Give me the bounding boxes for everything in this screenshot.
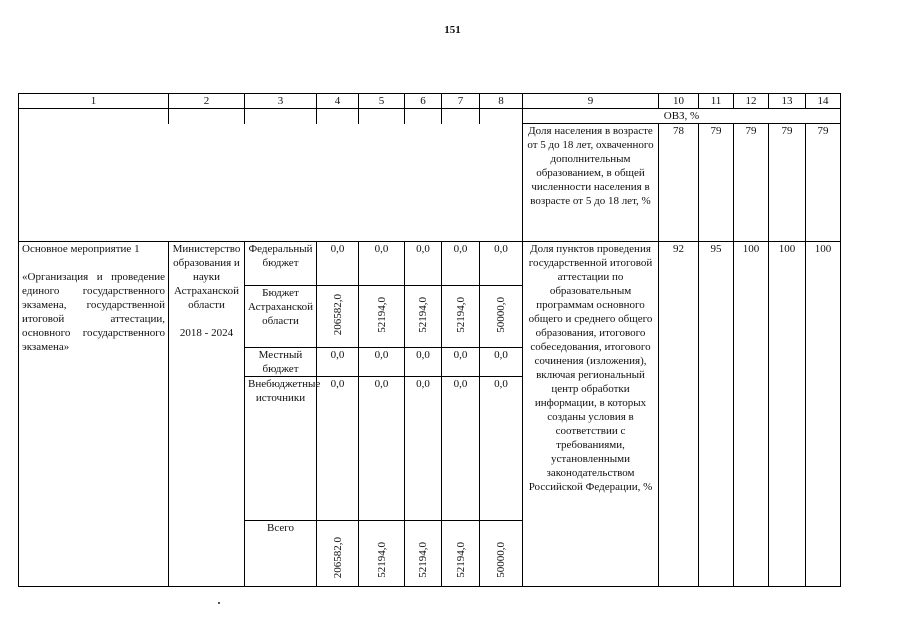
indicator-value: 78 xyxy=(659,124,699,242)
funding-source: Бюджет Астраханской области xyxy=(245,286,317,348)
funding-source: Федеральный бюджет xyxy=(245,242,317,286)
indicator-value: 100 xyxy=(806,242,841,587)
empty-cell xyxy=(405,109,442,124)
event-title: Основное мероприятие 1 xyxy=(22,243,140,255)
column-number: 1 xyxy=(19,94,169,109)
funding-value-text: 52194,0 xyxy=(375,542,388,578)
funding-value xyxy=(442,521,480,587)
indicator-row-1 xyxy=(19,124,841,242)
indicator-value: 79 xyxy=(769,124,806,242)
funding-value-text: 52194,0 xyxy=(417,542,429,578)
event-cell xyxy=(19,242,169,587)
column-number: 10 xyxy=(659,94,699,109)
funding-value: 0,0 xyxy=(405,242,442,286)
funding-value-text: 52194,0 xyxy=(375,296,388,333)
funding-value: 0,0 xyxy=(405,348,442,377)
column-number: 4 xyxy=(317,94,359,109)
empty-cell xyxy=(359,109,405,124)
page-number: 151 xyxy=(444,24,461,36)
funding-value: 0,0 xyxy=(359,348,405,377)
funding-value xyxy=(442,286,480,348)
scan-speck xyxy=(218,602,220,604)
funding-value: 0,0 xyxy=(480,242,523,286)
indicator-value: 92 xyxy=(659,242,699,587)
funding-value xyxy=(359,521,405,587)
funding-value: 0,0 xyxy=(317,242,359,286)
indicator-text-1: Доля населения в возрасте от 5 до 18 лет, охваченного дополнительным образованием, в общей численности населения в возрасте от 5 до 18 лет, % xyxy=(523,124,659,242)
funding-value-text: 206582,0 xyxy=(331,293,344,336)
funding-value: 0,0 xyxy=(442,348,480,377)
column-number: 12 xyxy=(734,94,769,109)
funding-value xyxy=(480,286,523,348)
column-number: 14 xyxy=(806,94,841,109)
executor-period: 2018 - 2024 xyxy=(179,327,234,339)
funding-value: 0,0 xyxy=(359,377,405,521)
empty-cell xyxy=(442,109,480,124)
funding-value xyxy=(359,286,405,348)
funding-value-text: 50000,0 xyxy=(495,542,507,578)
empty-cell xyxy=(19,109,169,124)
empty-cell xyxy=(19,124,523,242)
indicator-value: 79 xyxy=(734,124,769,242)
funding-source: Всего xyxy=(245,521,317,587)
program-table xyxy=(18,93,841,587)
column-number: 7 xyxy=(442,94,480,109)
ovz-label: ОВЗ, % xyxy=(523,109,841,124)
funding-value xyxy=(317,286,359,348)
indicator-value: 95 xyxy=(699,242,734,587)
funding-row-federal xyxy=(19,242,841,286)
funding-value: 0,0 xyxy=(359,242,405,286)
funding-value: 0,0 xyxy=(480,377,523,521)
column-number: 6 xyxy=(405,94,442,109)
funding-source: Внебюджетные источники xyxy=(245,377,317,521)
funding-value xyxy=(405,521,442,587)
funding-value xyxy=(480,521,523,587)
funding-value: 0,0 xyxy=(480,348,523,377)
executor-cell xyxy=(169,242,245,587)
column-number: 2 xyxy=(169,94,245,109)
column-number: 8 xyxy=(480,94,523,109)
column-number: 3 xyxy=(245,94,317,109)
column-number: 5 xyxy=(359,94,405,109)
funding-value-text: 52194,0 xyxy=(454,542,467,578)
indicator-value: 100 xyxy=(769,242,806,587)
funding-value: 0,0 xyxy=(317,377,359,521)
funding-value: 0,0 xyxy=(442,242,480,286)
column-number: 13 xyxy=(769,94,806,109)
funding-value-text: 206582,0 xyxy=(331,536,344,578)
empty-cell xyxy=(480,109,523,124)
column-number: 9 xyxy=(523,94,659,109)
funding-source: Местный бюджет xyxy=(245,348,317,377)
indicator-value: 79 xyxy=(806,124,841,242)
column-number-row xyxy=(19,94,841,109)
funding-value: 0,0 xyxy=(405,377,442,521)
funding-value xyxy=(317,521,359,587)
column-number: 11 xyxy=(699,94,734,109)
empty-cell xyxy=(317,109,359,124)
indicator-text-2: Доля пунктов проведения государственной итоговой аттестации по образовательным программам основного общего и среднего общего образования, итогового собеседования, итогового сочинения (изложения), включая региональный центр обработки информации, в которых созданы условия в соответствии с требованиями, установленными законодательством Российской Федерации, % xyxy=(523,242,659,587)
ovz-row xyxy=(19,109,841,124)
empty-cell xyxy=(169,109,245,124)
executor-name: Министерство образования и науки Астраханской области xyxy=(172,243,241,311)
funding-value-text: 52194,0 xyxy=(454,296,467,333)
funding-value: 0,0 xyxy=(317,348,359,377)
funding-value-text: 52194,0 xyxy=(417,296,429,333)
funding-value: 0,0 xyxy=(442,377,480,521)
empty-cell xyxy=(245,109,317,124)
indicator-value: 100 xyxy=(734,242,769,587)
funding-value xyxy=(405,286,442,348)
funding-value-text: 50000,0 xyxy=(495,296,507,333)
event-description: «Организация и проведение единого государственного экзамена, государственной итоговой аттестации, основного государственного экзамена» xyxy=(22,271,165,353)
indicator-value: 79 xyxy=(699,124,734,242)
